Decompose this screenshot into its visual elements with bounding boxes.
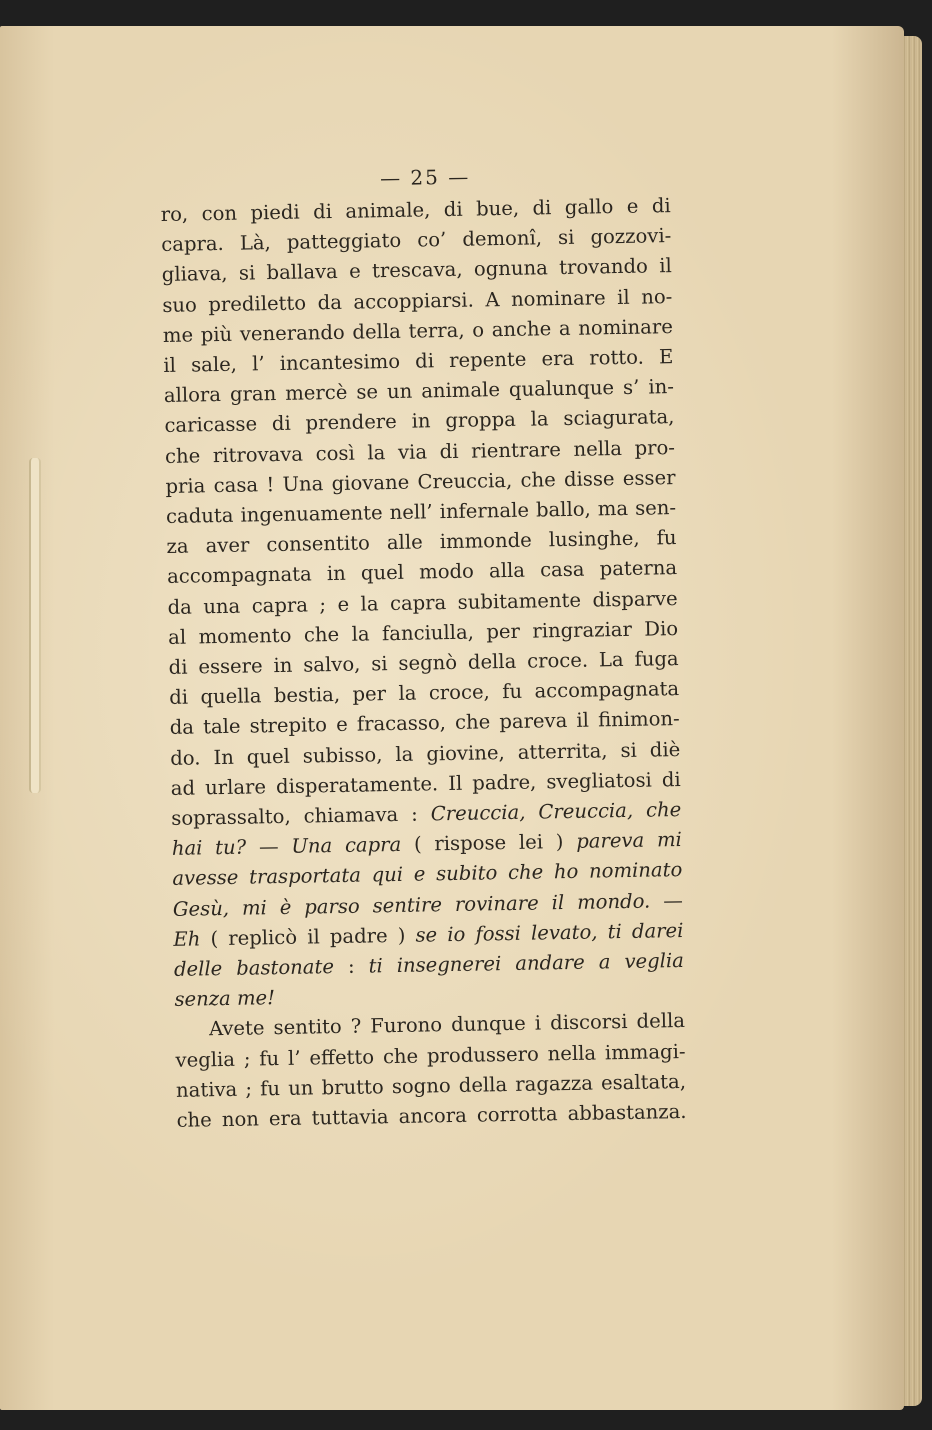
text-italic: ti insegnerei andare a veglia xyxy=(368,949,685,978)
text-italic: hai tu? xyxy=(171,835,247,861)
text-line: ro, con piedi di animale, di bue, di gallo e di xyxy=(160,194,671,226)
text-line: veglia ; fu l’ effetto che produssero nella immagi- xyxy=(175,1039,686,1072)
text-line: che ritrovava così la via di rientrare nella pro- xyxy=(164,435,676,468)
text-line: di essere in salvo, si segnò della croce. La fuga xyxy=(168,647,679,679)
text-italic: Una capra xyxy=(291,833,402,859)
text-line: al momento che la fanciulla, per ringraziar Dio xyxy=(167,616,679,649)
page-text xyxy=(160,161,687,1136)
text-line: Avete sentito ? Furono dunque i discorsi della xyxy=(208,1009,686,1041)
text-line: senza me! xyxy=(174,986,276,1012)
text-line: caduta ingenuamente nell’ infernale ballo, ma sen- xyxy=(165,496,677,528)
text-italic: pareva mi xyxy=(576,828,683,854)
text-italic: Eh xyxy=(173,927,201,951)
text-roman: — xyxy=(258,835,292,859)
text-roman: ( replicò il padre ) xyxy=(210,923,406,951)
text-line: suo prediletto da accoppiarsi. A nominare il no- xyxy=(162,284,673,317)
text-italic: se io fossi levato, ti darei xyxy=(415,918,684,947)
text-roman: soprassalto, chiamava : xyxy=(171,802,418,830)
text-line: capra. Là, patteggiato co’ demonî, si gozzovi- xyxy=(161,224,672,257)
text-line: il sale, l’ incantesimo di repente era rotto. E xyxy=(163,345,674,377)
text-line: accompagnata in quel modo alla casa paterna xyxy=(166,556,678,589)
text-line: che non era tuttavia ancora corrotta abbastanza. xyxy=(176,1100,687,1132)
text-line: nativa ; fu un brutto sogno della ragazza esaltata, xyxy=(175,1069,687,1102)
text-line: gliava, si ballava e trescava, ognuna trovando il xyxy=(161,254,672,287)
text-line: pria casa ! Una giovane Creuccia, che disse esser xyxy=(165,465,676,498)
text-roman: — xyxy=(650,888,684,913)
text-line: avesse trasportata qui e subito che ho nominato xyxy=(172,858,683,891)
text-line: za aver consentito alle immonde lusinghe, fu xyxy=(166,526,677,559)
binding-mark xyxy=(29,458,41,793)
text-line: di quella bestia, per la croce, fu accompagnata xyxy=(169,677,680,710)
text-roman: ( rispose lei ) xyxy=(413,830,564,856)
text-line: da tale strepito e fracasso, che pareva il finimon- xyxy=(169,707,680,740)
text-line: ad urlare disperatamente. Il padre, svegliatosi di xyxy=(170,767,681,800)
text-line: allora gran mercè se un animale qualunque s’ in- xyxy=(163,375,675,408)
text-line: da una capra ; e la capra subitamente disparve xyxy=(167,586,678,619)
text-italic: delle bastonate xyxy=(173,955,335,981)
text-italic: Gesù, mi è parso sentire rovinare il mondo. xyxy=(172,889,651,921)
text-line: caricasse di prendere in groppa la sciagurata, xyxy=(164,405,675,438)
text-line: do. In quel subisso, la giovine, atterrita, si diè xyxy=(170,737,681,770)
page-number: — 25 — xyxy=(379,164,471,191)
text-line: me più venerando della terra, o anche a nominare xyxy=(162,314,674,347)
text-italic: Creuccia, Creuccia, che xyxy=(430,798,682,826)
text-roman: : xyxy=(333,954,355,979)
